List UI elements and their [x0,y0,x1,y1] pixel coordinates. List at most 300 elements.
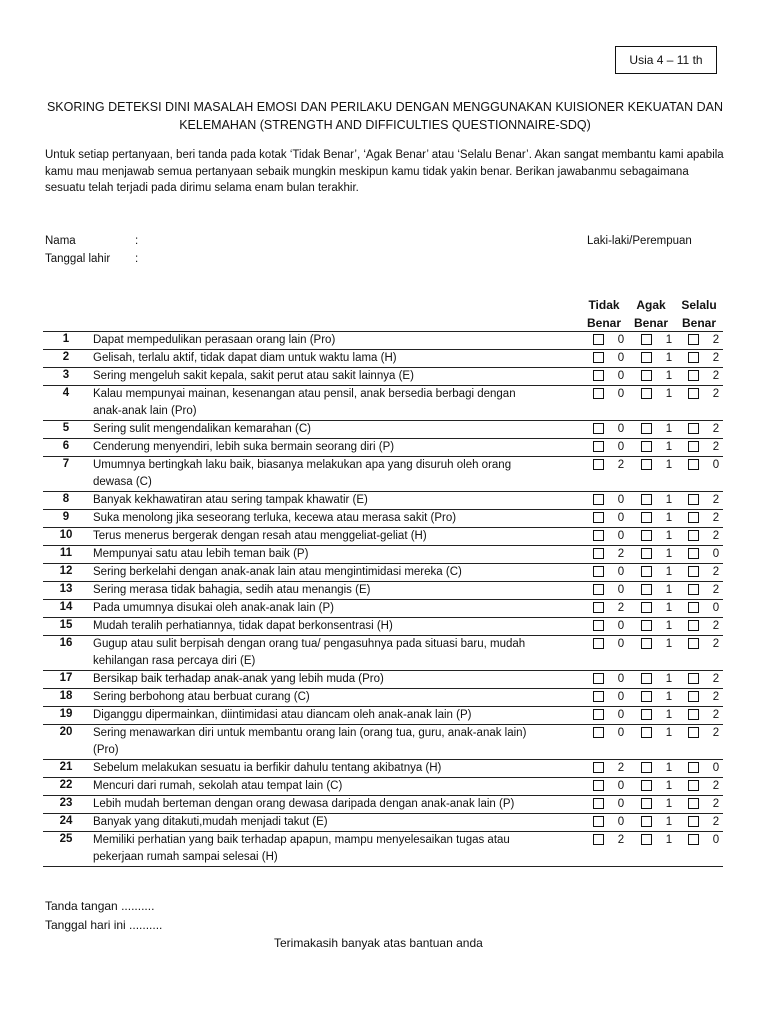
answer-option [688,528,723,545]
answer-option [688,707,723,724]
question-text-line: Gugup atau sulit berpisah dengan orang tua/ pengasuhnya pada situasi baru, mudah [93,638,526,650]
score-value: 0 [617,494,625,506]
answer-checkbox[interactable] [641,798,652,809]
answer-option [593,778,628,795]
instruction-line: kamu mau menjawab semua pertanyaan sebaik mungkin meskipun kamu tidak yakin benar. Berikan jawabanmu sebagaimana [45,165,689,178]
answer-option [688,671,723,688]
answer-checkbox[interactable] [688,816,699,827]
answer-options [593,350,723,367]
answer-checkbox[interactable] [593,602,604,613]
score-value: 2 [712,638,720,650]
question-row [43,350,723,368]
question-number: 12 [59,565,73,577]
answer-checkbox[interactable] [593,816,604,827]
question-text [89,564,593,581]
score-value: 2 [712,727,720,739]
answer-options [593,492,723,509]
answer-checkbox[interactable] [688,762,699,773]
question-row [43,760,723,778]
answer-checkbox[interactable] [641,762,652,773]
score-value: 1 [665,530,673,542]
score-value: 1 [665,459,673,471]
answer-checkbox[interactable] [641,494,652,505]
question-number: 20 [59,726,73,738]
answer-option [641,492,676,509]
answer-option [688,832,723,849]
question-text-line: Sering menawarkan diri untuk membantu orang lain (orang tua, guru, anak-anak lain) [93,727,527,739]
answer-checkbox[interactable] [593,441,604,452]
answer-checkbox[interactable] [688,352,699,363]
question-text [89,618,593,635]
score-value: 0 [617,798,625,810]
question-text-line: kehilangan rasa percaya diri (E) [93,655,256,667]
score-value: 1 [665,709,673,721]
answer-checkbox[interactable] [593,459,604,470]
question-text [89,350,593,367]
answer-option [641,671,676,688]
question-number: 21 [59,761,73,773]
question-text [89,814,593,831]
header-selalu-benar [674,296,724,332]
score-value: 0 [712,762,720,774]
question-text-line: Lebih mudah berteman dengan orang dewasa daripada dengan anak-anak lain (P) [93,798,515,810]
answer-checkbox[interactable] [593,709,604,720]
answer-checkbox[interactable] [688,727,699,738]
score-value: 1 [665,834,673,846]
question-text-line: Kalau mempunyai mainan, kesenangan atau pensil, anak bersedia berbagi dengan [93,388,516,400]
question-row [43,368,723,386]
answer-option [641,546,676,563]
question-row [43,671,723,689]
question-text [89,421,593,438]
answer-options [593,814,723,831]
answer-checkbox[interactable] [641,691,652,702]
answer-options [593,600,723,617]
score-value: 0 [617,512,625,524]
question-text-line: Sebelum melakukan sesuatu ia berfikir dahulu tentang akibatnya (H) [93,762,442,774]
question-row [43,814,723,832]
question-row [43,689,723,707]
answer-checkbox[interactable] [688,334,699,345]
answer-checkbox[interactable] [641,530,652,541]
answer-checkbox[interactable] [593,620,604,631]
question-number: 16 [59,637,73,649]
header-agak-benar [626,296,676,332]
answer-checkbox[interactable] [641,620,652,631]
question-number: 22 [59,779,73,791]
question-row [43,439,723,457]
question-text-line: anak-anak lain (Pro) [93,405,197,417]
answer-option [593,368,628,385]
answer-checkbox[interactable] [688,441,699,452]
answer-checkbox[interactable] [641,727,652,738]
score-value: 2 [617,762,625,774]
question-number: 5 [62,422,70,434]
score-value: 2 [712,816,720,828]
answer-checkbox[interactable] [641,459,652,470]
answer-checkbox[interactable] [593,638,604,649]
dob-colon: : [135,253,139,265]
answer-options [593,510,723,527]
score-value: 2 [617,548,625,560]
score-value: 0 [617,423,625,435]
answer-option [641,421,676,438]
answer-checkbox[interactable] [641,512,652,523]
questionnaire-table [43,331,723,867]
question-row [43,796,723,814]
score-value: 2 [712,584,720,596]
score-value: 0 [617,673,625,685]
answer-option [641,778,676,795]
title-line: SKORING DETEKSI DINI MASALAH EMOSI DAN PERILAKU DENGAN MENGGUNAKAN KUISIONER KEKUATAN DAN [46,100,724,114]
answer-option [593,457,628,474]
question-text-line: Mencuri dari rumah, sekolah atau tempat lain (C) [93,780,343,792]
answer-option [593,332,628,349]
answer-option [593,689,628,706]
answer-checkbox[interactable] [593,834,604,845]
answer-option [688,618,723,635]
answer-option [593,510,628,527]
answer-checkbox[interactable] [593,423,604,434]
dob-label: Tanggal lahir [45,253,111,265]
answer-checkbox[interactable] [688,494,699,505]
score-value: 1 [665,334,673,346]
instructions [45,147,730,197]
answer-checkbox[interactable] [641,334,652,345]
score-value: 2 [712,620,720,632]
answer-checkbox[interactable] [593,727,604,738]
question-row [43,636,723,671]
header-line: Tidak [588,298,620,312]
answer-checkbox[interactable] [688,370,699,381]
question-row [43,421,723,439]
answer-checkbox[interactable] [688,709,699,720]
answer-checkbox[interactable] [641,388,652,399]
question-number: 15 [59,619,73,631]
score-value: 0 [617,709,625,721]
answer-checkbox[interactable] [593,494,604,505]
answer-checkbox[interactable] [593,352,604,363]
question-row [43,528,723,546]
answer-options [593,332,723,349]
question-text [89,457,593,491]
answer-options [593,457,723,491]
answer-checkbox[interactable] [593,673,604,684]
answer-option [641,725,676,742]
score-value: 0 [712,602,720,614]
question-number: 25 [59,833,73,845]
answer-option [593,350,628,367]
answer-checkbox[interactable] [688,638,699,649]
question-number: 13 [59,583,73,595]
score-value: 2 [712,691,720,703]
title-line: KELEMAHAN (STRENGTH AND DIFFICULTIES QUESTIONNAIRE-SDQ) [179,118,591,132]
score-value: 1 [665,566,673,578]
date-today-line: Tanggal hari ini .......... [45,918,163,932]
answer-checkbox[interactable] [641,673,652,684]
question-text-line: Sering merasa tidak bahagia, sedih atau menangis (E) [93,584,371,596]
answer-option [641,636,676,653]
score-value: 1 [665,370,673,382]
question-text [89,725,593,759]
answer-checkbox[interactable] [641,834,652,845]
answer-options [593,689,723,706]
question-text [89,386,593,420]
score-value: 0 [617,638,625,650]
question-text-line: Sering mengeluh sakit kepala, sakit perut atau sakit lainnya (E) [93,370,414,382]
answer-option [641,760,676,777]
question-row [43,618,723,636]
answer-checkbox[interactable] [593,370,604,381]
answer-checkbox[interactable] [688,459,699,470]
score-value: 2 [712,566,720,578]
question-text-line: Banyak yang ditakuti,mudah menjadi takut (E) [93,816,328,828]
question-text [89,492,593,509]
question-number: 9 [62,511,70,523]
question-text-line: Pada umumnya disukai oleh anak-anak lain (P) [93,602,334,614]
question-text [89,796,593,813]
header-line: Benar [586,316,621,330]
question-number: 1 [62,333,70,345]
answer-option [688,814,723,831]
answer-checkbox[interactable] [641,423,652,434]
answer-option [593,546,628,563]
answer-option [593,760,628,777]
score-value: 0 [617,620,625,632]
question-number: 18 [59,690,73,702]
score-value: 2 [712,494,720,506]
answer-checkbox[interactable] [593,798,604,809]
question-text-line: Suka menolong jika seseorang terluka, kecewa atau merasa sakit (Pro) [93,512,457,524]
question-row [43,564,723,582]
score-value: 2 [712,352,720,364]
score-value: 1 [665,638,673,650]
question-number: 14 [59,601,73,613]
answer-options [593,760,723,777]
header-line: Benar [681,316,716,330]
question-text [89,707,593,724]
answer-option [593,528,628,545]
answer-checkbox[interactable] [593,584,604,595]
question-text [89,636,593,670]
answer-checkbox[interactable] [688,388,699,399]
score-value: 1 [665,620,673,632]
score-value: 0 [617,388,625,400]
answer-option [641,618,676,635]
answer-option [641,528,676,545]
answer-option [593,421,628,438]
answer-option [641,386,676,403]
score-value: 1 [665,816,673,828]
question-text-line: Sering berbohong atau berbuat curang (C) [93,691,310,703]
score-value: 1 [665,691,673,703]
question-number: 2 [62,351,70,363]
answer-checkbox[interactable] [688,548,699,559]
answer-options [593,439,723,456]
score-value: 2 [617,834,625,846]
question-text [89,528,593,545]
answer-options [593,618,723,635]
score-value: 0 [712,459,720,471]
age-label: Usia 4 – 11 th [615,46,717,74]
answer-option [688,689,723,706]
score-value: 1 [665,512,673,524]
question-text [89,368,593,385]
answer-option [593,564,628,581]
answer-checkbox[interactable] [593,762,604,773]
question-number: 7 [62,458,70,470]
answer-checkbox[interactable] [641,602,652,613]
answer-checkbox[interactable] [688,691,699,702]
score-value: 2 [712,780,720,792]
answer-option [688,546,723,563]
answer-checkbox[interactable] [593,780,604,791]
answer-checkbox[interactable] [593,566,604,577]
answer-option [688,332,723,349]
question-text [89,832,593,866]
thanks-note: Terimakasih banyak atas bantuan anda [274,936,483,950]
question-text-line: Mempunyai satu atau lebih teman baik (P) [93,548,309,560]
answer-option [641,350,676,367]
question-number: 19 [59,708,73,720]
score-value: 0 [617,441,625,453]
answer-options [593,368,723,385]
answer-option [641,814,676,831]
answer-option [641,689,676,706]
question-row [43,725,723,760]
question-row [43,600,723,618]
question-row [43,582,723,600]
score-value: 2 [712,370,720,382]
answer-checkbox[interactable] [641,638,652,649]
answer-checkbox[interactable] [688,584,699,595]
score-value: 2 [712,709,720,721]
question-row [43,510,723,528]
answer-option [688,600,723,617]
answer-checkbox[interactable] [688,834,699,845]
score-value: 1 [665,602,673,614]
answer-checkbox[interactable] [641,816,652,827]
question-number: 11 [59,547,73,559]
score-value: 2 [712,423,720,435]
answer-checkbox[interactable] [641,566,652,577]
score-value: 0 [617,352,625,364]
answer-option [641,510,676,527]
answer-checkbox[interactable] [641,548,652,559]
score-value: 1 [665,352,673,364]
answer-checkbox[interactable] [593,530,604,541]
answer-checkbox[interactable] [688,780,699,791]
answer-checkbox[interactable] [641,584,652,595]
answer-option [688,368,723,385]
answer-option [688,636,723,653]
question-text-line: Mudah teralih perhatiannya, tidak dapat berkonsentrasi (H) [93,620,393,632]
score-value: 1 [665,762,673,774]
answer-checkbox[interactable] [641,352,652,363]
answer-checkbox[interactable] [688,423,699,434]
answer-options [593,707,723,724]
answer-checkbox[interactable] [593,334,604,345]
answer-option [593,725,628,742]
answer-checkbox[interactable] [688,620,699,631]
header-line: Selalu [681,298,717,312]
score-value: 2 [712,388,720,400]
question-number: 23 [59,797,73,809]
answer-checkbox[interactable] [688,512,699,523]
answer-checkbox[interactable] [641,441,652,452]
score-value: 0 [617,584,625,596]
answer-option [593,439,628,456]
answer-option [593,386,628,403]
answer-options [593,671,723,688]
question-number: 4 [62,387,70,399]
score-value: 0 [617,727,625,739]
answer-option [593,582,628,599]
score-value: 1 [665,780,673,792]
question-row [43,386,723,421]
name-label: Nama [45,235,76,247]
question-text-line: Bersikap baik terhadap anak-anak yang lebih muda (Pro) [93,673,384,685]
answer-options [593,832,723,866]
score-value: 1 [665,798,673,810]
score-value: 1 [665,673,673,685]
answer-options [593,564,723,581]
answer-checkbox[interactable] [593,512,604,523]
answer-checkbox[interactable] [593,388,604,399]
answer-option [688,421,723,438]
answer-checkbox[interactable] [688,602,699,613]
answer-checkbox[interactable] [641,370,652,381]
answer-option [641,439,676,456]
question-text-line: Gelisah, terlalu aktif, tidak dapat diam untuk waktu lama (H) [93,352,397,364]
header-tidak-benar [579,296,629,332]
question-text [89,600,593,617]
question-text [89,510,593,527]
score-value: 0 [617,370,625,382]
answer-options [593,636,723,670]
answer-checkbox[interactable] [641,709,652,720]
score-value: 1 [665,423,673,435]
answer-options [593,546,723,563]
answer-checkbox[interactable] [688,530,699,541]
answer-option [688,760,723,777]
score-value: 2 [712,441,720,453]
score-value: 0 [617,530,625,542]
answer-option [688,386,723,403]
question-text [89,582,593,599]
answer-checkbox[interactable] [641,780,652,791]
question-text [89,332,593,349]
answer-checkbox[interactable] [688,566,699,577]
question-row [43,457,723,492]
score-value: 2 [712,673,720,685]
score-value: 0 [617,780,625,792]
question-number: 8 [62,493,70,505]
question-row [43,778,723,796]
answer-option [641,796,676,813]
answer-checkbox[interactable] [593,691,604,702]
gender-label: Laki-laki/Perempuan [587,235,692,247]
question-number: 3 [62,369,70,381]
question-number: 17 [59,672,73,684]
question-row [43,832,723,867]
answer-checkbox[interactable] [688,673,699,684]
question-text-line: Umumnya bertingkah laku baik, biasanya melakukan apa yang disuruh oleh orang [93,459,512,471]
answer-options [593,796,723,813]
question-text [89,546,593,563]
answer-checkbox[interactable] [688,798,699,809]
answer-checkbox[interactable] [593,548,604,559]
